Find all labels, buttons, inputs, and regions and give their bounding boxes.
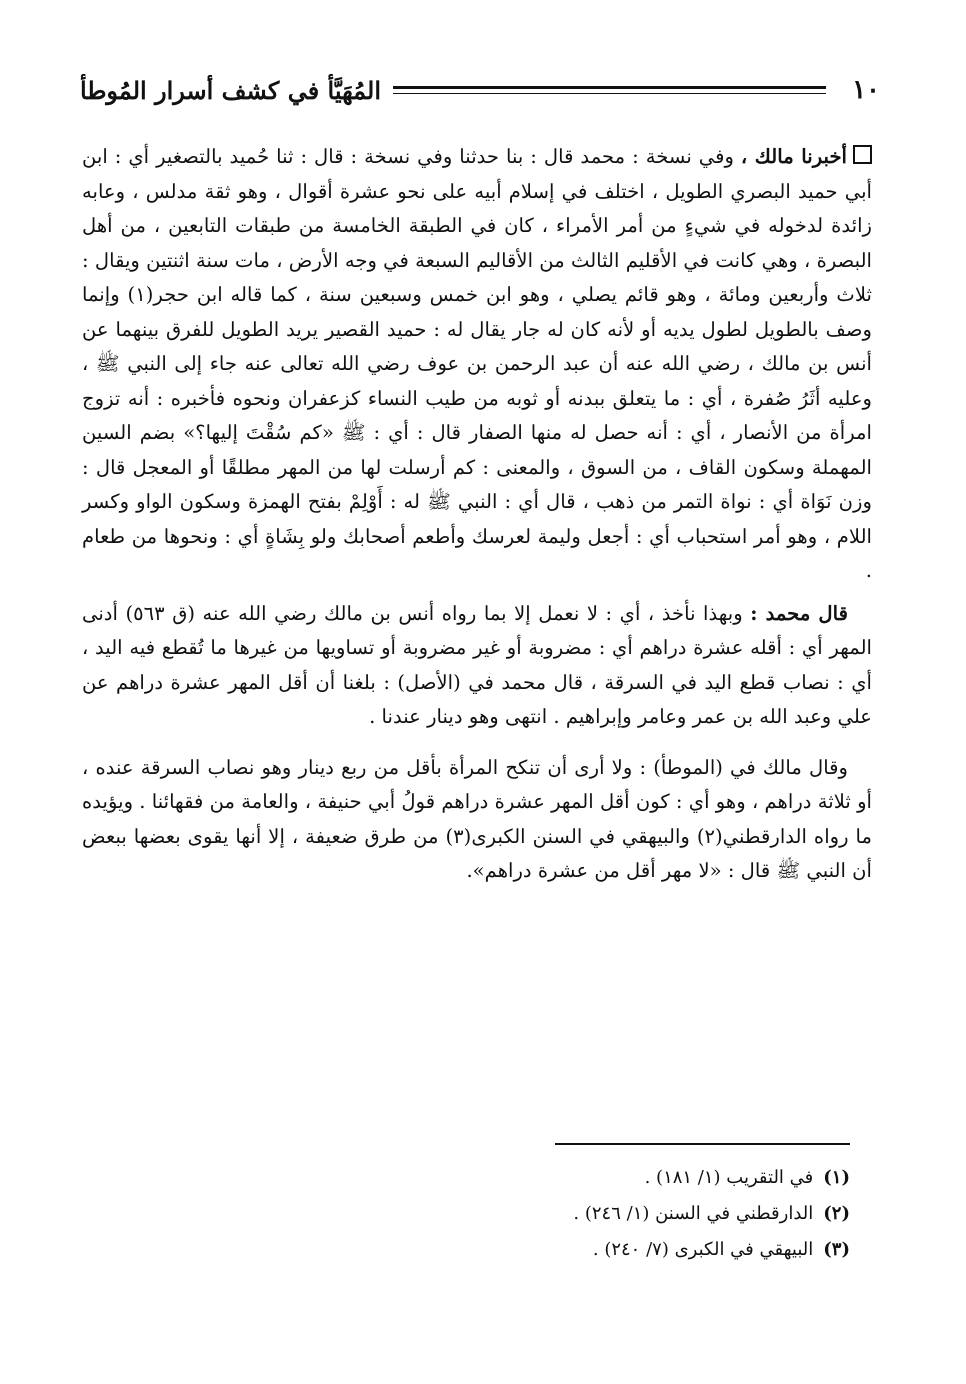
footnote-3 <box>420 1232 850 1268</box>
footnote-number: (٢) <box>823 1203 850 1224</box>
square-marker-icon <box>853 145 872 164</box>
page-number: ١٠ <box>852 75 880 105</box>
footnote-text: الدارقطني في السنن (١/ ٢٤٦) . <box>573 1203 814 1224</box>
page-header <box>80 70 880 110</box>
paragraph-2-lead: قال محمد : <box>750 601 848 625</box>
footnote-number: (٣) <box>823 1239 850 1260</box>
header-rule <box>393 86 826 94</box>
paragraph-1-text: وفي نسخة : محمد قال : بنا حدثنا وفي نسخة : قال : ثنا حُميد بالتصغير أي : ابن أبي حميد البصري الطويل ، اختلف في إسلام أبيه على نحو عشرة أقوال ، وهو ثقة مدلس ، وعابه زائدة لدخوله في شيءٍ من أمر الأمراء ، كان في الطبقة الخامسة من طبقات التابعين ، من أهل البصرة ، وهي كانت في الأقليم الثالث من الأقاليم السبعة في وجه الأرض ، مات سنة اثنتين ويقال : ثلاث وأربعين ومائة ، وهو قائم يصلي ، وهو ابن خمس وسبعين سنة ، كما قاله ابن حجر(١) وإنما وصف بالطويل لطول يديه أو لأنه كان له جار يقال له : حميد القصير يريد الطويل للفرق بينهما عن أنس بن مالك ، رضي الله عنه أن عبد الرحمن بن عوف رضي الله تعالى عنه جاء إلى النبي ﷺ ، وعليه أثَرُ صُفرة ، أي : ما يتعلق ببدنه أو ثوبه من طيب النساء كزعفران ونحوه فأخبره : أنه تزوج امرأة من الأنصار ، أي : أنه حصل له منها الصفار قال : أي : ﷺ «كم سُقْتَ إليها؟» بضم السين المهملة وسكون القاف ، من السوق ، والمعنى : كم أرسلت لها من المهر مطلقًا أو المعجل قال : وزن نَوَاة أي : نواة التمر من ذهب ، قال أي : النبي ﷺ له : أَوْلِمْ بفتح الهمزة وسكون الواو وكسر اللام ، وهو أمر استحباب أي : أجعل وليمة لعرسك وأطعم أصحابك ولو بِشَاةٍ أي : ونحوها من طعام . <box>82 145 872 582</box>
paragraph-3-text: وقال مالك في (الموطأ) : ولا أرى أن تنكح المرأة بأقل من ربع دينار وهو نصاب السرقة عنده ، أو ثلاثة دراهم ، وهو أي : كون أقل المهر عشرة دراهم قولُ أبي حنيفة ، والعامة من فقهائنا . ويؤيده ما رواه الدارقطني(٢) والبيهقي في السنن الكبرى(٣) من طرق ضعيفة ، إلا أنها يقوى بعضها ببعض أن النبي ﷺ قال : «لا مهر أقل من عشرة دراهم». <box>82 755 872 882</box>
paragraph-2 <box>82 597 872 735</box>
paragraph-1-lead: أخبرنا مالك ، <box>740 145 848 168</box>
footnote-2 <box>420 1196 850 1232</box>
paragraph-1 <box>82 140 872 589</box>
footnote-divider <box>555 1143 850 1145</box>
footnotes <box>420 1160 850 1268</box>
footnote-text: في التقريب (١/ ١٨١) . <box>644 1167 814 1188</box>
book-title: المُهَيَّأ في كشف أسرار المُوطأ <box>80 75 381 105</box>
paragraph-3 <box>82 751 872 889</box>
paragraph-2-text: وبهذا نأخذ ، أي : لا نعمل إلا بما رواه أنس بن مالك رضي الله عنه (ق ٥٦٣) أدنى المهر أي : أقله عشرة دراهم أي : مضروبة أو غير مضروبة أو تساويها من غيرها ما تُقطع فيه اليد ، أي : نصاب قطع اليد في السرقة ، قال محمد في (الأصل) : بلغنا أن أقل المهر عشرة دراهم عن علي وعبد الله بن عمر وعامر وإبراهيم . انتهى وهو دينار عندنا . <box>82 601 872 728</box>
footnote-text: البيهقي في الكبرى (٧/ ٢٤٠) . <box>592 1239 814 1260</box>
footnote-1 <box>420 1160 850 1196</box>
footnote-number: (١) <box>823 1167 850 1188</box>
main-text <box>82 140 872 889</box>
